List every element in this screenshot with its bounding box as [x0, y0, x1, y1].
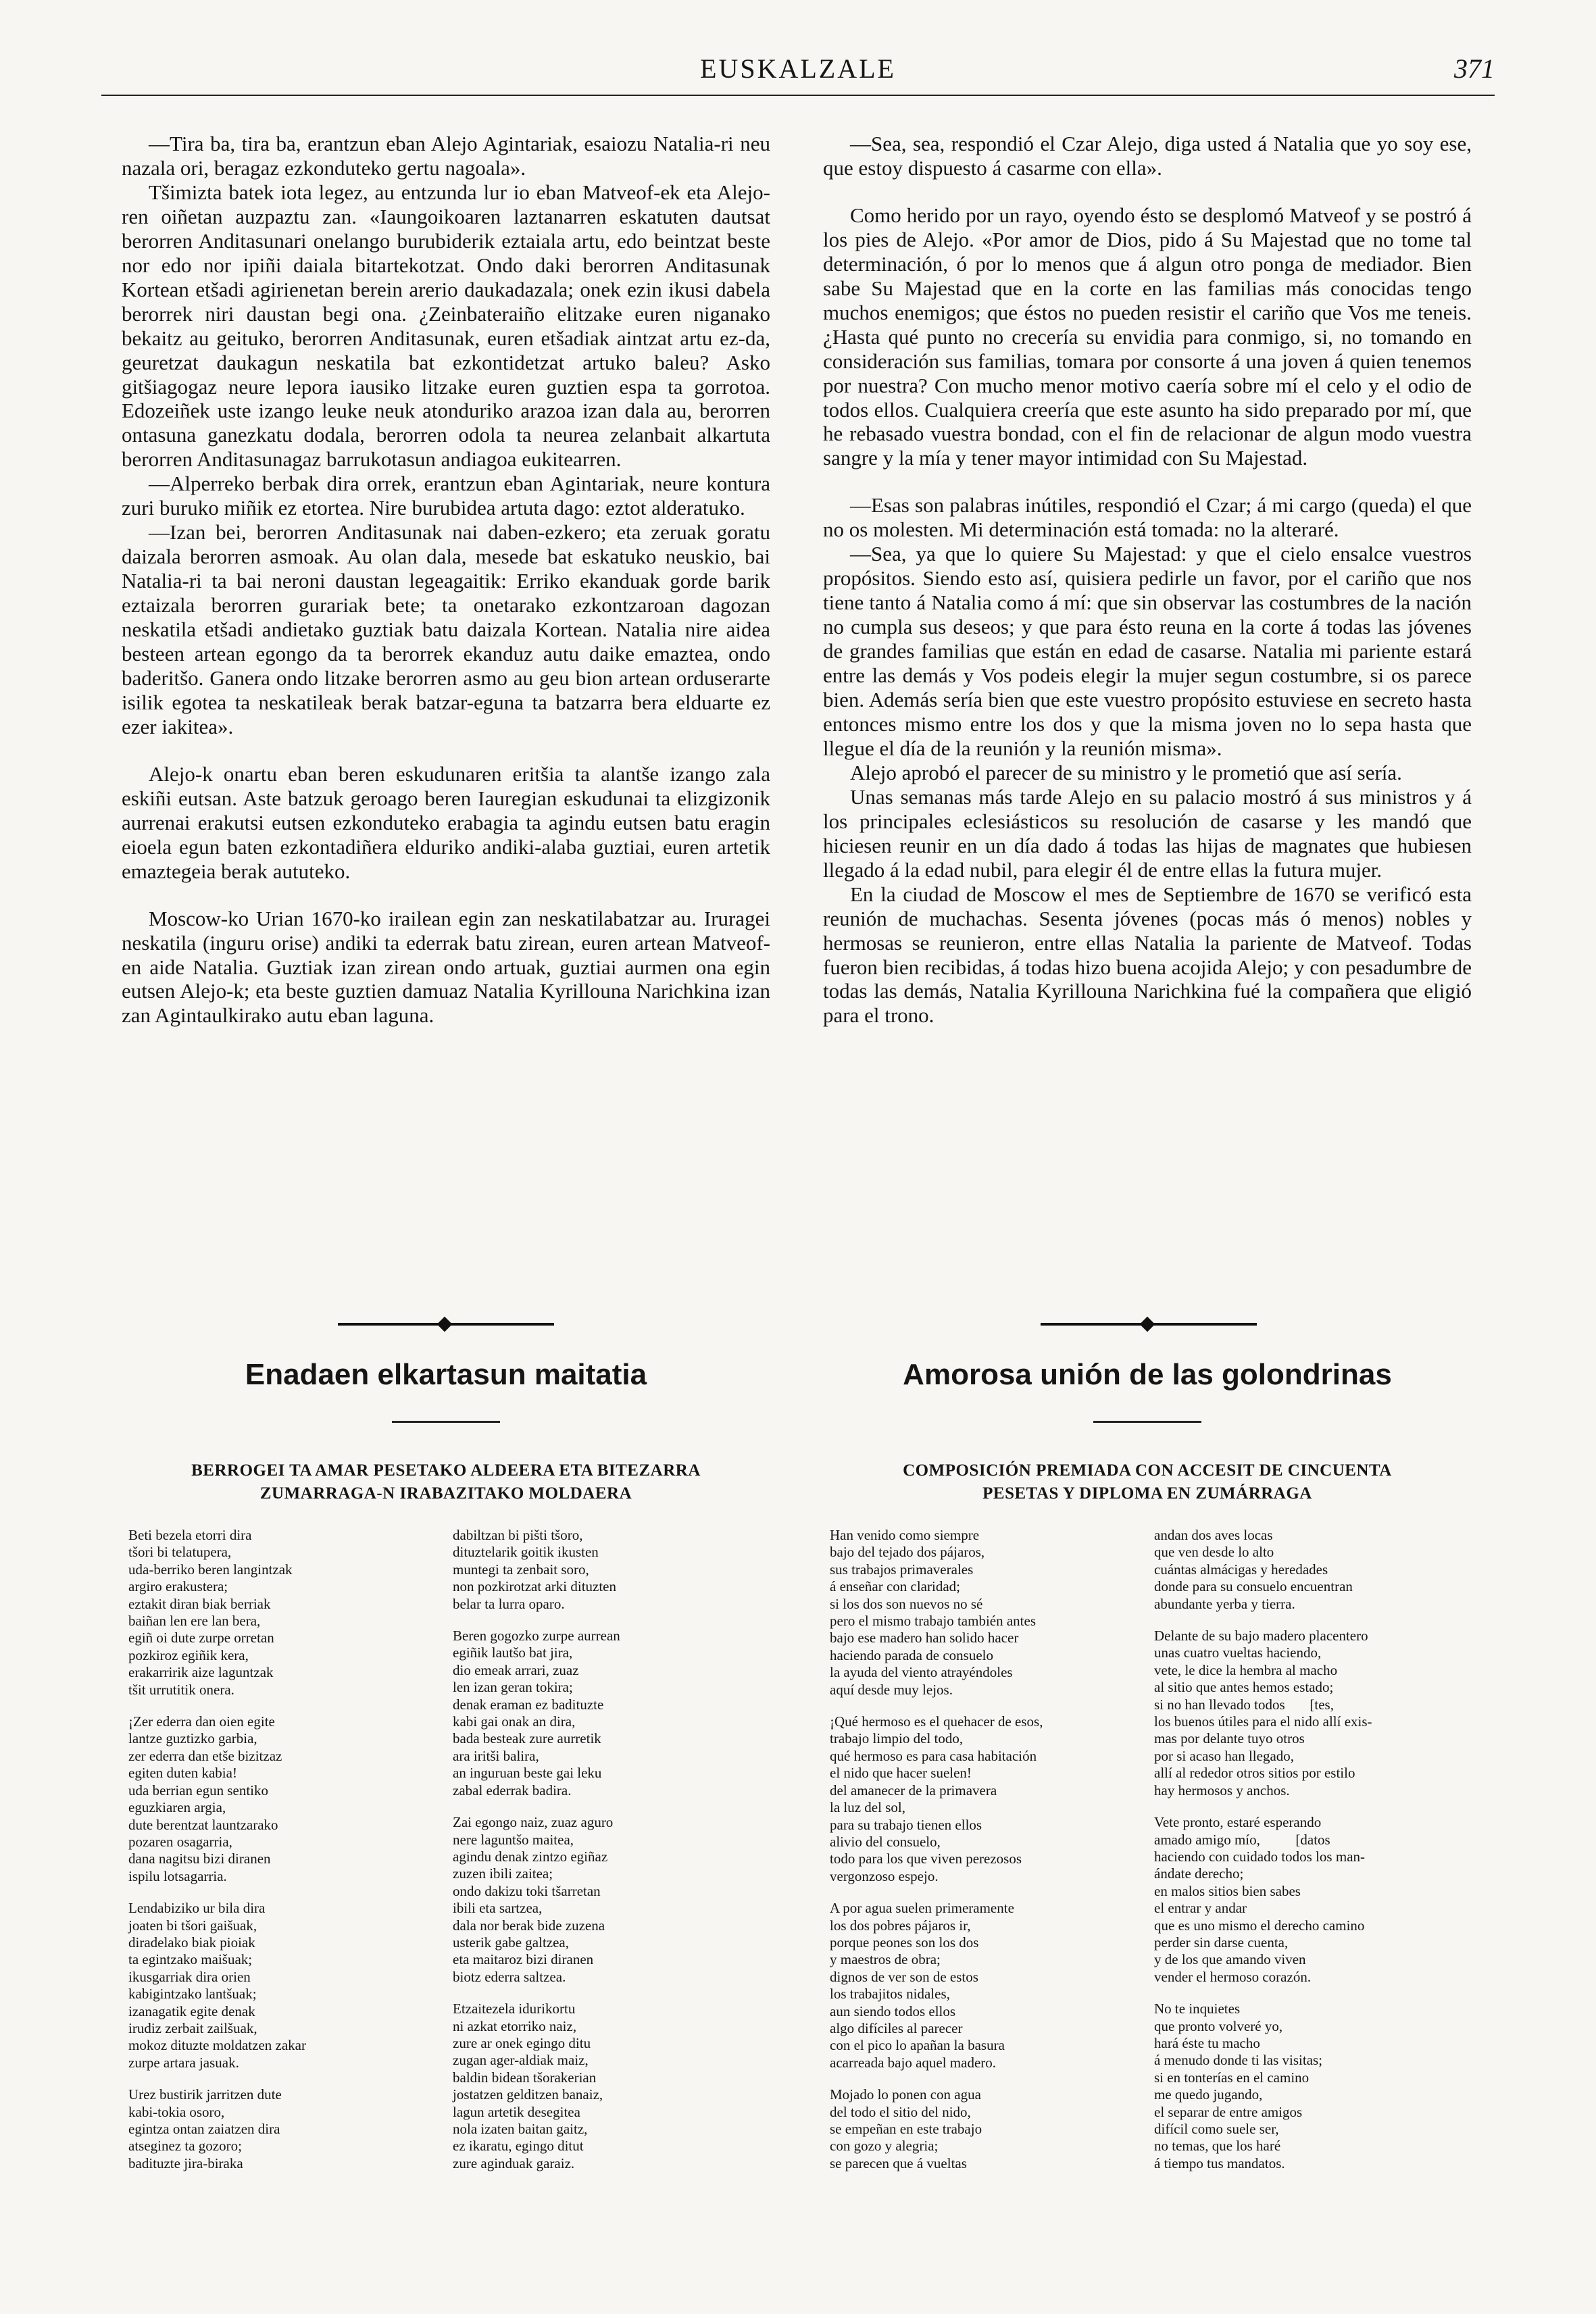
- verse-line: hay hermosos y anchos.: [1154, 1782, 1290, 1799]
- verse-line: zure aginduak garaiz.: [453, 2155, 575, 2171]
- verse-line: dabiltzan bi pišti tšoro,: [453, 1527, 583, 1543]
- verse-line: alivio del consuelo,: [830, 1833, 941, 1850]
- verse-line: len izan geran tokira;: [453, 1679, 573, 1696]
- verse-line: del todo el sitio del nido,: [830, 2103, 971, 2120]
- verse-line: Delante de su bajo madero placentero: [1154, 1628, 1368, 1644]
- verse-line: en malos sitios bien sabes: [1154, 1882, 1301, 1899]
- verse-line: baiñan len ere lan bera,: [128, 1613, 261, 1630]
- subtitle-line: ZUMARRAGA-N IRABAZITAKO MOLDAERA: [259, 1484, 632, 1503]
- verse-line: zuzen ibili zaitea;: [453, 1865, 553, 1882]
- spanish-paragraph: —Sea, sea, respondió el Czar Alejo, diga usted á Natalia que yo soy ese, que estoy dispuesto á casarme con ella».: [823, 132, 1472, 180]
- verse-line: al sitio que antes hemos estado;: [1154, 1679, 1334, 1696]
- spanish-paragraph: Alejo aprobó el parecer de su ministro y le prometió que así sería.: [850, 760, 1402, 784]
- basque-paragraph: Moscow-ko Urian 1670-ko irailean egin zan neskatilabatzar au. Iruragei neskatila (inguru orise) andiki ta ederrak batu zirean, euren artean Matveof-en aide Natalia. Guztiak izan zirean ondo artuak, guztiai aurmen ona egin eutsen Alejo-k; eta beste guztien damuaz Natalia Kyrillouna Narichkina izan zan Agintaulkirako autu eban laguna.: [122, 906, 770, 1028]
- verse-line: Vete pronto, estaré esperando: [1154, 1814, 1322, 1831]
- subtitle-line: BERROGEI TA AMAR PESETAKO ALDEERA ETA BITEZARRA: [191, 1461, 701, 1480]
- basque-paragraph: —Izan bei, berorren Anditasunak nai daben-ezkero; eta zeruak goratu daizala berorren asmoak. Au olan dala, mesede bat eskatuko neuskio, bai Natalia-ri ta bai neroni daustan legeagaitik: Erriko ekanduak gorde barik eztaizala berorren gurariak bete; ta onetarako ezkontzaroan dagozan neskatila etšadi andietako guztiak batu daizala Kortean. Natalia nire aidea besteen artean egongo da ta berorrek ekanduz autu daike emaztea, ondo baderitšo. Ganera ondo litzake berorren asmo au geu bion artean orduserarte isilik egotea ta neskatileak berak batzar-eguna ta batzarra bera elduarte ez ezer iakitea».: [122, 520, 770, 738]
- verse-line: zer ederra dan etše bizitzaz: [128, 1747, 282, 1764]
- verse-line: argiro erakustera;: [128, 1578, 228, 1595]
- verse-line: allí al rededor otros sitios por estilo: [1154, 1765, 1355, 1782]
- section-ornament: [338, 1317, 554, 1331]
- verse-line: kabigintzako lantšuak;: [128, 1986, 257, 2003]
- verse-line: que es uno mismo el derecho camino: [1154, 1917, 1365, 1934]
- verse-line: dala nor berak bide zuzena: [453, 1917, 605, 1934]
- verse-line: trabajo limpio del todo,: [830, 1730, 964, 1747]
- verse-line: aquí desde muy lejos.: [830, 1681, 953, 1698]
- verse-line: kabi gai onak an dira,: [453, 1713, 576, 1730]
- journal-title: EUSKALZALE: [700, 53, 896, 84]
- title-rule: [392, 1421, 500, 1423]
- verse-line: la ayuda del viento atrayéndoles: [830, 1664, 1013, 1681]
- verse-line: joaten bi tšori gaišuak,: [128, 1917, 257, 1934]
- verse-line: zurpe artara jasuak.: [128, 2054, 239, 2071]
- verse-line: uda-berriko beren langintzak: [128, 1561, 293, 1578]
- stanza: [1154, 1814, 1465, 1986]
- verse-line: atseginez ta gozoro;: [128, 2138, 242, 2155]
- basque-poem-title: Enadaen elkartasun maitatia: [245, 1358, 647, 1391]
- verse-line: tšit urrutitik onera.: [128, 1681, 234, 1698]
- verse-line: cuántas almácigas y heredades: [1154, 1561, 1328, 1578]
- verse-line: izanagatik egite denak: [128, 2003, 255, 2019]
- verse-line: jostatzen gelditzen banaiz,: [453, 2086, 603, 2103]
- verse-line: qué hermoso es para casa habitación: [830, 1747, 1037, 1764]
- page-number: 371: [1454, 53, 1495, 84]
- verse-line: hará éste tu macho: [1154, 2034, 1260, 2051]
- verse-line: dute berentzat launtzarako: [128, 1816, 278, 1833]
- verse-line: dignos de ver son de estos: [830, 1968, 978, 1985]
- verse-line: el nido que hacer suelen!: [830, 1765, 972, 1782]
- verse-line: ispilu lotsagarria.: [128, 1867, 227, 1884]
- verse-line: andan dos aves locas: [1154, 1527, 1273, 1543]
- spanish-paragraph: —Esas son palabras inútiles, respondió el Czar; á mi cargo (queda) el que no os molesten. Mi determinación está tomada: no la alteraré.: [823, 493, 1472, 542]
- stanza: [830, 2086, 1141, 2172]
- verse-line: que pronto volveré yo,: [1154, 2017, 1283, 2034]
- stanza: [1154, 1527, 1465, 1613]
- verse-line: ikusgarriak dira orien: [128, 1968, 251, 1985]
- verse-line: biotz ederra saltzea.: [453, 1968, 566, 1985]
- verse-line: vergonzoso espejo.: [830, 1867, 939, 1884]
- stanza: [1154, 1628, 1465, 1799]
- verse-line: sus trabajos primaverales: [830, 1561, 974, 1578]
- verse-line: si no han llevado todos [tes,: [1154, 1696, 1334, 1713]
- verse-line: no temas, que los haré: [1154, 2138, 1281, 2155]
- verse-line: muntegi ta zenbait soro,: [453, 1561, 589, 1578]
- verse-line: si los dos son nuevos no sé: [830, 1595, 983, 1612]
- spanish-prose-column: [823, 132, 1472, 1028]
- stanza: [453, 1814, 764, 1986]
- verse-line: egiten duten kabia!: [128, 1765, 237, 1782]
- verse-line: los dos pobres pájaros ir,: [830, 1917, 971, 1934]
- verse-line: nere laguntšo maitea,: [453, 1831, 574, 1848]
- verse-line: el separar de entre amigos: [1154, 2103, 1303, 2120]
- stanza: [128, 1527, 439, 1699]
- verse-line: bajo ese madero han solido hacer: [830, 1630, 1019, 1646]
- verse-line: No te inquietes: [1154, 2001, 1241, 2017]
- verse-line: diradelako biak pioiak: [128, 1934, 255, 1951]
- verse-line: ondo dakizu toki tšarretan: [453, 1882, 601, 1899]
- verse-line: bajo del tejado dos pájaros,: [830, 1544, 985, 1561]
- verse-line: los trabajitos nidales,: [830, 1986, 950, 2003]
- verse-line: acarreada bajo aquel madero.: [830, 2054, 997, 2071]
- verse-line: la luz del sol,: [830, 1799, 905, 1816]
- section-ornament: [1041, 1317, 1257, 1331]
- verse-line: ez ikaratu, egingo ditut: [453, 2138, 584, 2155]
- stanza: [453, 1527, 764, 1613]
- verse-line: dana nagitsu bizi diranen: [128, 1851, 271, 1867]
- verse-line: unas cuatro vueltas haciendo,: [1154, 1644, 1322, 1661]
- basque-poem-subtitle: [122, 1459, 770, 1505]
- verse-line: abundante yerba y tierra.: [1154, 1595, 1295, 1612]
- verse-line: difícil como suele ser,: [1154, 2121, 1279, 2137]
- verse-line: egiñik lautšo bat jira,: [453, 1644, 573, 1661]
- verse-line: del amanecer de la primavera: [830, 1782, 997, 1799]
- verse-line: eta maitaroz bizi diranen: [453, 1951, 594, 1968]
- verse-line: zure ar onek egingo ditu: [453, 2034, 591, 2051]
- verse-line: zabal ederrak badira.: [453, 1782, 572, 1799]
- verse-line: dituztelarik goitik ikusten: [453, 1544, 599, 1561]
- verse-line: irudiz zerbait zailšuak,: [128, 2019, 257, 2036]
- verse-line: porque peones son los dos: [830, 1934, 979, 1951]
- verse-line: aun siendo todos ellos: [830, 2003, 956, 2019]
- verse-line: pozkiroz egiñik kera,: [128, 1646, 249, 1663]
- verse-line: con el pico lo apañan la basura: [830, 2037, 1005, 2054]
- verse-line: egiñ oi dute zurpe orretan: [128, 1630, 274, 1646]
- spanish-paragraph: Unas semanas más tarde Alejo en su palacio mostró á sus ministros y á los principales eclesiásticos su resolución de casarse y les mandó que hiciesen reunir en un día dado á todas las hijas de magnates que hubiesen llegado á la edad nubil, para elegir él de entre ellas la futura mujer.: [823, 784, 1472, 882]
- spanish-poem-subtitle: [823, 1459, 1472, 1505]
- verse-line: usterik gabe galtzea,: [453, 1934, 569, 1951]
- verse-line: eztakit diran biak berriak: [128, 1595, 271, 1612]
- verse-line: ibili eta sartzea,: [453, 1900, 543, 1917]
- spanish-paragraph: En la ciudad de Moscow el mes de Septiembre de 1670 se verificó esta reunión de muchachas. Sesenta jóvenes (pocas más ó menos) nobles y hermosas se reunieron, entre ellas Natalia la pariente de Matveof. Todas fueron bien recibidas, á todas hizo buena acojida Alejo; y con pesadumbre de todas las demás, Natalia Kyrillouna Narichkina fué la compañera que eligió para el trono.: [823, 882, 1472, 1028]
- verse-line: lantze guztizko garbia,: [128, 1730, 257, 1747]
- verse-column: [453, 1527, 764, 2187]
- subtitle-line: PESETAS Y DIPLOMA EN ZUMÁRRAGA: [982, 1484, 1312, 1503]
- stanza: [1154, 2001, 1465, 2172]
- verse-line: donde para su consuelo encuentran: [1154, 1578, 1353, 1595]
- verse-line: vender el hermoso corazón.: [1154, 1968, 1312, 1985]
- verse-line: para su trabajo tienen ellos: [830, 1816, 982, 1833]
- verse-line: con gozo y alegria;: [830, 2138, 939, 2155]
- verse-line: nola izaten baitan gaitz,: [453, 2121, 588, 2137]
- verse-column: [830, 1527, 1141, 2187]
- verse-line: ta egintzako maišuak;: [128, 1951, 253, 1968]
- verse-line: ¡Zer ederra dan oien egite: [128, 1713, 275, 1730]
- stanza: [128, 1713, 439, 1885]
- spanish-paragraph: —Sea, ya que lo quiere Su Majestad: y que el cielo ensalce vuestros propósitos. Siendo esto así, quisiera pedirle un favor, por el cariño que nos tiene tanto á Natalia como á mí: que sin observar las costumbres de la nación no cumpla sus deseos; y que para ésto reuna en la corte á todas las jóvenes de grandes familias que están en edad de casarse. Natalia mi pariente estará entre las demás y Vos podeis elegir la mujer segun costumbre, si os parece bien. Además sería bien que este vuestro propósito estuviese en secreto hasta entonces mismo entre los dos y que la misma joven no lo sepa hasta que llegue el día de la reunión y la reunión misma».: [823, 542, 1472, 760]
- verse-line: erakarririk aize laguntzak: [128, 1664, 274, 1681]
- verse-line: algo difíciles al parecer: [830, 2019, 963, 2036]
- verse-line: Etzaitezela idurikortu: [453, 2001, 576, 2017]
- stanza: [128, 1900, 439, 2071]
- stanza: [453, 2001, 764, 2172]
- stanza: [128, 2086, 439, 2172]
- spanish-paragraph: Como herido por un rayo, oyendo ésto se desplomó Matveof y se postró á los pies de Alejo. «Por amor de Dios, pido á Su Majestad que no tome tal determinación, ó por lo menos que á algun otro ponga de mediador. Bien sabe Su Majestad que en la corte en las familias más conocidas tengo muchos enemigos; que éstos no pueden resistir el cariño que Vos me teneis. ¿Hasta qué punto no crecería su envidia para conmigo, si, no tomando en consideración sus familias, tomara por consorte á una joven á quien tenemos por nuestra? Con mucho menor motivo caería sobre mí el celo y el odio de todos ellos. Cualquiera creería que este asunto ha sido preparado por mí, que he rebasado vuestra bondad, con el fin de relacionar de algun modo vuestra sangre y la mía y tener mayor intimidad con Su Majestad.: [823, 203, 1472, 470]
- verse-line: Han venido como siempre: [830, 1527, 980, 1543]
- verse-line: belar ta lurra oparo.: [453, 1595, 565, 1612]
- verse-line: el entrar y andar: [1154, 1900, 1247, 1917]
- verse-column: [128, 1527, 439, 2187]
- stanza: [453, 1628, 764, 1799]
- spanish-poem-title: Amorosa unión de las golondrinas: [903, 1358, 1392, 1391]
- verse-line: haciendo parada de consuelo: [830, 1646, 993, 1663]
- verse-line: egintza ontan zaiatzen dira: [128, 2121, 280, 2137]
- verse-line: ándate derecho;: [1154, 1865, 1244, 1882]
- verse-line: me quedo jugando,: [1154, 2086, 1263, 2103]
- basque-paragraph: —Tira ba, tira ba, erantzun eban Alejo Agintariak, esaiozu Natalia-ri neu nazala ori, beragaz ezkonduteko gertu nagoala».: [122, 132, 770, 180]
- title-rule: [1093, 1421, 1201, 1423]
- verse-line: se parecen que á vueltas: [830, 2155, 967, 2171]
- basque-paragraph: Tšimizta batek iota legez, au entzunda lur io eban Matveof-ek eta Alejo-ren oiñetan auzpaztu zan. «Iaungoikoaren laztanarren eskatuten dautsat berorren Anditasunari onelango burubiderik eztaiala artu, edo beintzat beste nor edo nor ipiñi daiala bitartekotzat. Ondo daki berorren Anditasunak Kortean etšadi agirienetan berein arerio daukadazala; onek ezin ikusi dabela berorrek niri daustan begi ona. ¿Zeinbateraiño elitzake euren niganako bekaitz au geituko, berorren Anditasunak, euren etšadiak aintzat artu ez-da, geuretzat daukagun neskatila bat ezkontidetzat artuko baleu? Asko gitšiagogaz neure lepora iausiko litzake euren guztien espa ta gorrotoa. Edozeiñek uste izango leuke neuk atonduriko arazoa izan dala au, berorren ontasuna ganezkatu dodala, berorren odola ta neurea zelanbait alkartuta berorren Anditasunagaz barrukotasun andiagoa eukitearren.: [122, 180, 770, 472]
- verse-line: uda berrian egun sentiko: [128, 1782, 269, 1799]
- verse-line: Zai egongo naiz, zuaz aguro: [453, 1814, 614, 1831]
- verse-line: á tiempo tus mandatos.: [1154, 2155, 1285, 2171]
- verse-line: mas por delante tuyo otros: [1154, 1730, 1305, 1747]
- verse-line: non pozkirotzat arki dituzten: [453, 1578, 617, 1595]
- verse-line: mokoz dituzte moldatzen zakar: [128, 2037, 306, 2054]
- verse-line: si en tonterías en el camino: [1154, 2069, 1310, 2086]
- verse-line: Beren gogozko zurpe aurrean: [453, 1628, 620, 1644]
- verse-line: ¡Qué hermoso es el quehacer de esos,: [830, 1713, 1043, 1730]
- verse-line: á enseñar con claridad;: [830, 1578, 960, 1595]
- verse-line: y de los que amando viven: [1154, 1951, 1306, 1968]
- header-rule: [101, 95, 1495, 96]
- verse-line: denak eraman ez badituzte: [453, 1696, 604, 1713]
- verse-line: baldin bidean tšorakerian: [453, 2069, 597, 2086]
- subtitle-line: COMPOSICIÓN PREMIADA CON ACCESIT DE CINCUENTA: [903, 1461, 1392, 1480]
- verse-line: por si acaso han llegado,: [1154, 1747, 1295, 1764]
- verse-line: tšori bi telatupera,: [128, 1544, 232, 1561]
- stanza: [830, 1527, 1141, 1699]
- verse-line: an inguruan beste gai leku: [453, 1765, 602, 1782]
- verse-line: haciendo con cuidado todos los man-: [1154, 1848, 1366, 1865]
- verse-line: agindu denak zintzo egiñaz: [453, 1848, 608, 1865]
- verse-line: ni azkat etorriko naiz,: [453, 2017, 577, 2034]
- verse-line: vete, le dice la hembra al macho: [1154, 1661, 1338, 1678]
- stanza: [830, 1900, 1141, 2071]
- verse-line: ara iritši balira,: [453, 1747, 539, 1764]
- verse-line: pero el mismo trabajo también antes: [830, 1613, 1036, 1630]
- verse-line: á menudo donde ti las visitas;: [1154, 2052, 1323, 2069]
- verse-line: Lendabiziko ur bila dira: [128, 1900, 266, 1917]
- verse-line: Urez bustirik jarritzen dute: [128, 2086, 282, 2103]
- verse-line: kabi-tokia osoro,: [128, 2103, 225, 2120]
- verse-line: dio emeak arrari, zuaz: [453, 1661, 579, 1678]
- verse-line: los buenos útiles para el nido allí exis-: [1154, 1713, 1372, 1730]
- basque-paragraph: —Alperreko berbak dira orrek, erantzun eban Agintariak, neure kontura zuri buruko miñik ez etortea. Nire burubidea artuta dago: eztot alderatuko.: [122, 472, 770, 520]
- verse-line: pozaren osagarria,: [128, 1833, 232, 1850]
- verse-line: se empeñan en este trabajo: [830, 2121, 982, 2137]
- verse-line: zugan ager-aldiak maiz,: [453, 2052, 589, 2069]
- verse-line: perder sin darse cuenta,: [1154, 1934, 1289, 1951]
- verse-line: y maestros de obra;: [830, 1951, 941, 1968]
- verse-line: badituzte jira-biraka: [128, 2155, 243, 2171]
- verse-column: [1154, 1527, 1465, 2187]
- basque-prose-column: [122, 132, 770, 1028]
- page-header: [101, 53, 1495, 100]
- verse-line: A por agua suelen primeramente: [830, 1900, 1014, 1917]
- verse-line: eguzkiaren argia,: [128, 1799, 226, 1816]
- basque-paragraph: Alejo-k onartu eban beren eskudunaren eritšia ta alantše izango zala eskiñi eutsan. Aste batzuk geroago beren Iauregian eskudunai ta elizgizonik aurrenai erakutsi eutsen ezkonduteko erabagia ta agindu eutsen batu eragin eioela egun baten ezkontadiñera elduriko andiki-alaba guztiai, euren artetik emaztegeia berak aututeko.: [122, 761, 770, 883]
- verse-line: Mojado lo ponen con agua: [830, 2086, 981, 2103]
- verse-line: todo para los que viven perezosos: [830, 1851, 1022, 1867]
- verse-line: amado amigo mío, [datos: [1154, 1831, 1330, 1848]
- verse-line: que ven desde lo alto: [1154, 1544, 1274, 1561]
- verse-line: lagun artetik desegitea: [453, 2103, 580, 2120]
- stanza: [830, 1713, 1141, 1885]
- verse-line: bada besteak zure aurretik: [453, 1730, 601, 1747]
- verse-line: Beti bezela etorri dira: [128, 1527, 252, 1543]
